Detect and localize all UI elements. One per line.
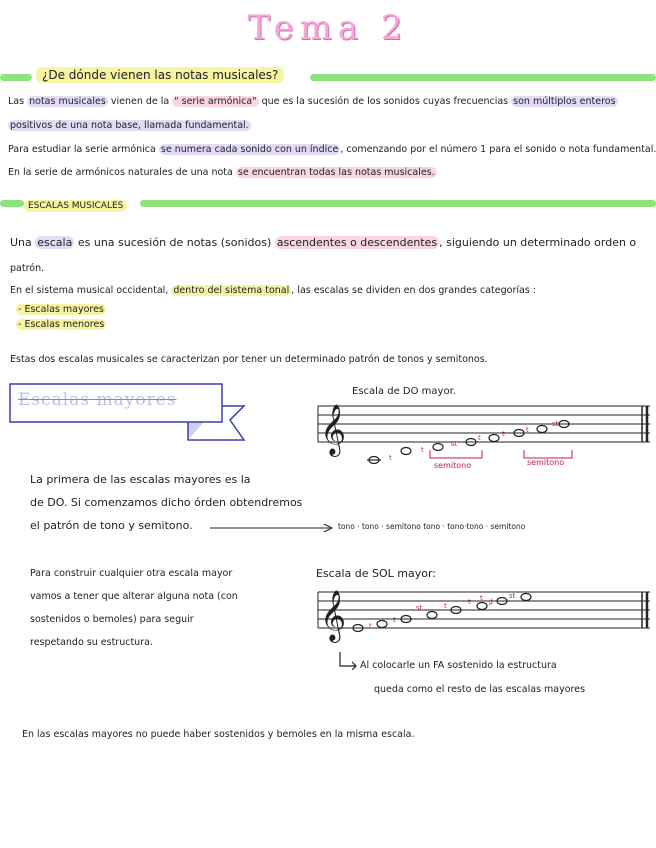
interval-label: t	[444, 602, 447, 610]
paragraph: En el sistema musical occidental, dentro del sistema tonal , las escalas se dividen en dos grandes categorías :	[10, 285, 536, 296]
paragraph: Para construir cualquier otra escala mayor	[30, 568, 233, 579]
definition: Una escala es una sucesión de notas (sonidos) ascendentes o descendentes , siguiendo un determinado orden o	[10, 236, 637, 249]
section-divider	[310, 74, 656, 81]
interval-label: t	[393, 616, 396, 624]
list-item: - Escalas mayores	[18, 304, 104, 315]
note-text: queda como el resto de las escalas mayores	[374, 684, 586, 695]
staff-sol-mayor	[316, 584, 656, 648]
staff-title: Escala de SOL mayor:	[316, 567, 437, 580]
svg-text:𝄞: 𝄞	[320, 590, 347, 641]
svg-text:𝄞: 𝄞	[320, 404, 347, 455]
section-divider	[0, 200, 24, 207]
interval-label: t	[369, 622, 372, 630]
interval-label: t	[502, 430, 505, 438]
svg-text:♯: ♯	[488, 596, 494, 609]
definition: patrón.	[10, 263, 45, 274]
semitone-label: semitono	[434, 461, 472, 470]
arrow-icon	[208, 522, 336, 534]
section-heading: ¿De dónde vienen las notas musicales?	[36, 64, 284, 85]
page-title: Tema 2	[247, 8, 409, 48]
staff-title: Escala de DO mayor.	[352, 386, 456, 397]
paragraph: En la serie de armónicos naturales de una nota se encuentran todas las notas musicales.	[8, 167, 435, 178]
interval-label: st	[451, 440, 458, 448]
banner-label: Escalas mayores	[18, 390, 177, 410]
interval-label: t	[526, 426, 529, 434]
paragraph: vamos a tener que alterar alguna nota (con	[30, 591, 238, 602]
interval-label: t	[421, 446, 424, 454]
paragraph: el patrón de tono y semitono.	[30, 519, 193, 532]
paragraph: positivos de una nota base, llamada fundamental.	[10, 120, 249, 131]
corner-arrow-icon	[338, 652, 358, 670]
paragraph: En las escalas mayores no puede haber sostenidos y bemoles en la misma escala.	[22, 729, 415, 740]
paragraph: La primera de las escalas mayores es la	[30, 473, 251, 486]
paragraph: sostenidos o bemoles) para seguir	[30, 614, 194, 625]
list-item: - Escalas menores	[18, 319, 105, 330]
interval-label: st	[416, 604, 423, 612]
interval-label: t	[480, 594, 483, 602]
interval-label: t	[478, 434, 481, 442]
section-divider	[0, 74, 32, 81]
pattern-text: tono · tono · semitono tono · tono·tono · semitono	[338, 522, 526, 531]
interval-label: t	[468, 598, 471, 606]
paragraph: de DO. Si comenzamos dicho órden obtendremos	[30, 496, 303, 509]
section-divider	[140, 200, 656, 207]
paragraph: Para estudiar la serie armónica se numera cada sonido con un índice , comenzando por el número 1 para el sonido o nota fundamental.	[8, 144, 656, 155]
paragraph: Estas dos escalas musicales se caracterizan por tener un determinado patrón de tonos y semitonos.	[10, 354, 488, 365]
paragraph: Las notas musicales vienen de la " serie armónica" que es la sucesión de los sonidos cuyas frecuencias son múltiplos enteros	[8, 96, 616, 107]
note-text: Al colocarle un FA sostenido la estructura	[360, 660, 557, 671]
interval-label: t	[389, 454, 392, 462]
staff-do-mayor	[316, 398, 656, 476]
paragraph: respetando su estructura.	[30, 637, 153, 648]
interval-label: st	[509, 592, 516, 600]
semitone-label: semitono	[527, 458, 565, 467]
section-heading: ESCALAS MUSICALES	[24, 193, 127, 213]
interval-label: st	[552, 420, 559, 428]
